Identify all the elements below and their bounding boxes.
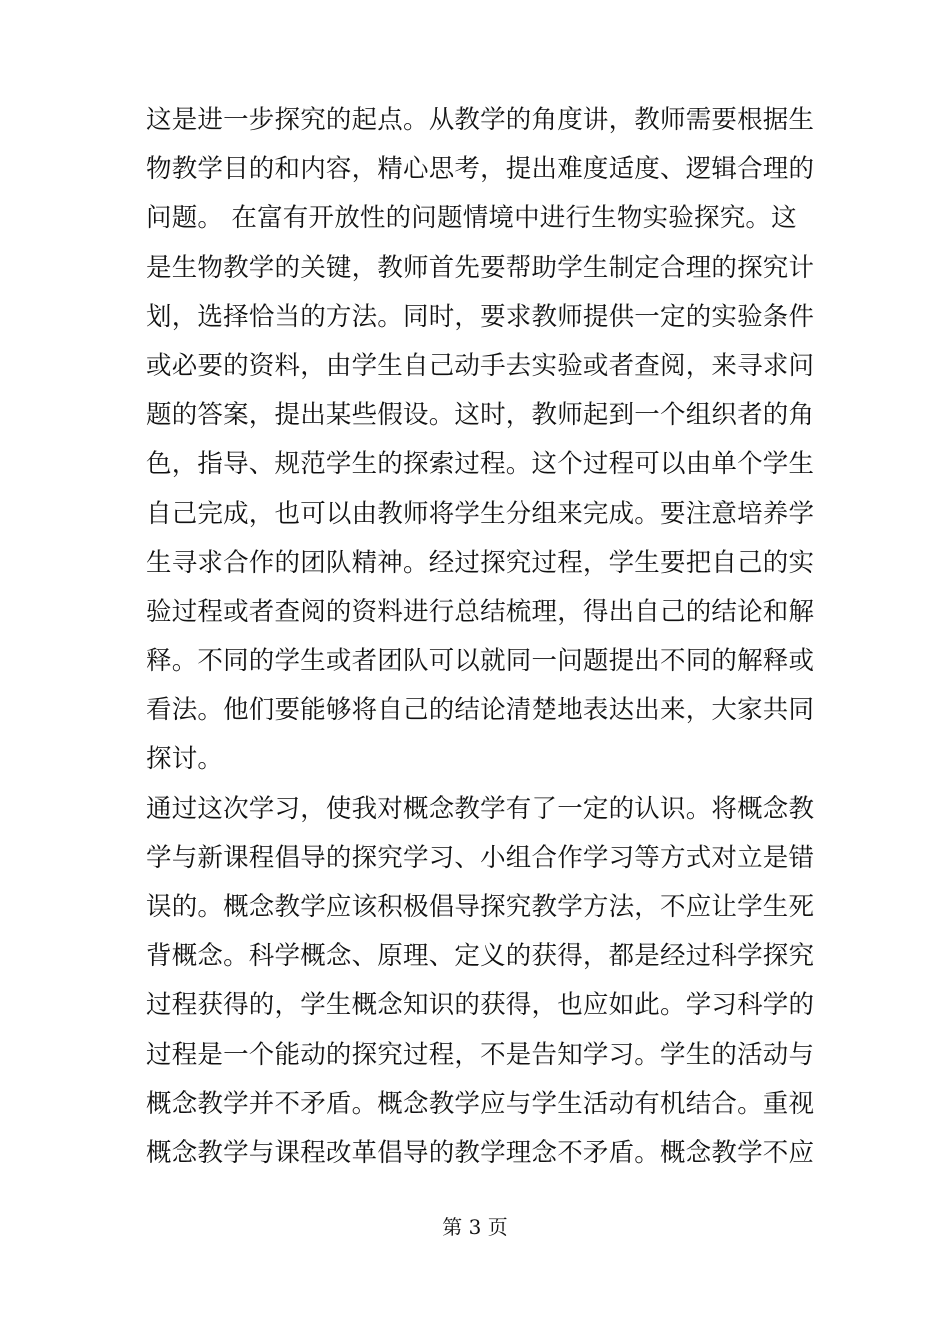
body-text <box>146 96 818 1178</box>
text-line: 看法。他们要能够将自己的结论清楚地表达出来，大家共同 <box>146 695 815 726</box>
text-line: 过程是一个能动的探究过程，不是告知学习。学生的活动与 <box>146 1039 815 1070</box>
text-line: 生寻求合作的团队精神。经过探究过程，学生要把自己的实 <box>146 547 815 578</box>
text-line: 验过程或者查阅的资料进行总结梳理，得出自己的结论和解 <box>146 596 815 627</box>
text-line: 问题。 在富有开放性的问题情境中进行生物实验探究。这 <box>146 203 797 234</box>
text-line: 划，选择恰当的方法。同时，要求教师提供一定的实验条件 <box>146 301 815 332</box>
text-line: 或必要的资料，由学生自己动手去实验或者查阅，来寻求问 <box>146 350 815 381</box>
text-line: 探讨。 <box>146 744 224 775</box>
page-number: 第 3 页 <box>442 1215 508 1239</box>
text-line: 自己完成，也可以由教师将学生分组来完成。要注意培养学 <box>146 498 815 529</box>
text-line: 题的答案，提出某些假设。这时，教师起到一个组织者的角 <box>146 400 815 431</box>
text-line: 这是进一步探究的起点。从教学的角度讲，教师需要根据生 <box>146 105 815 135</box>
text-line: 通过这次学习，使我对概念教学有了一定的认识。将概念教 <box>146 793 815 824</box>
text-line: 过程获得的，学生概念知识的获得，也应如此。学习科学的 <box>146 990 815 1021</box>
text-line: 释。不同的学生或者团队可以就同一问题提出不同的解释或 <box>146 646 815 677</box>
text-line: 概念教学与课程改革倡导的教学理念不矛盾。概念教学不应 <box>146 1137 815 1168</box>
text-line: 物教学目的和内容，精心思考，提出难度适度、逻辑合理的 <box>146 154 815 185</box>
text-line: 是生物教学的关键，教师首先要帮助学生制定合理的探究计 <box>146 252 815 283</box>
text-line: 背概念。科学概念、原理、定义的获得，都是经过科学探究 <box>146 941 815 972</box>
text-line: 色，指导、规范学生的探索过程。这个过程可以由单个学生 <box>146 449 815 480</box>
text-line: 概念教学并不矛盾。概念教学应与学生活动有机结合。重视 <box>146 1088 815 1119</box>
text-line: 学与新课程倡导的探究学习、小组合作学习等方式对立是错 <box>146 842 815 873</box>
text-line: 误的。概念教学应该积极倡导探究教学方法，不应让学生死 <box>146 892 815 922</box>
